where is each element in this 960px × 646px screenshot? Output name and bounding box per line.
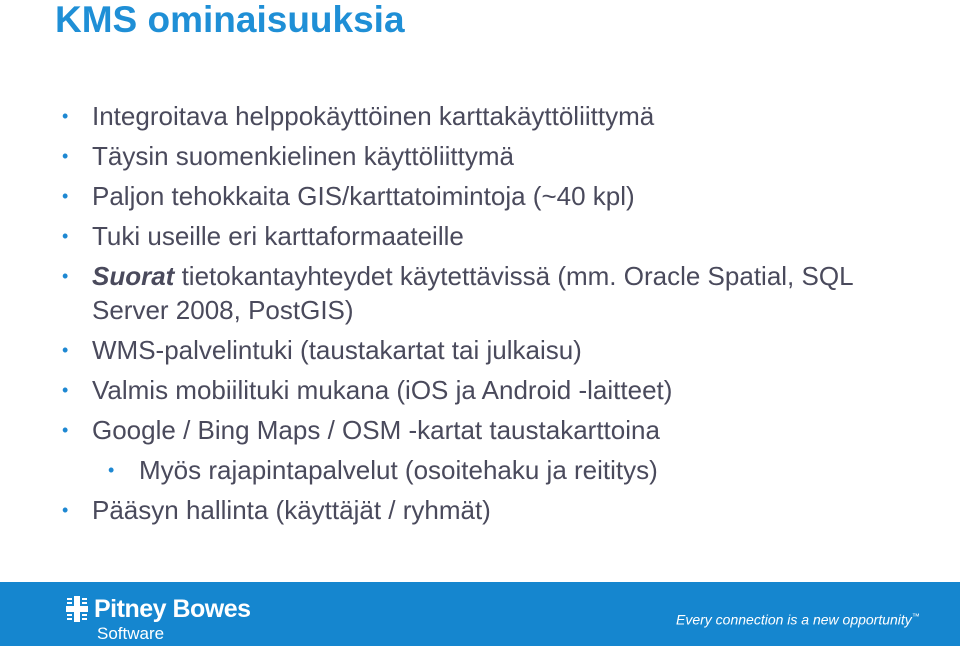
bullet-text: Paljon tehokkaita GIS/karttatoimintoja (~40 kpl) (92, 181, 635, 211)
bullet-item (0, 96, 960, 136)
bullet-dot-icon: • (62, 420, 69, 440)
brand-name: Pitney Bowes (94, 595, 251, 623)
bullet-text: Täysin suomenkielinen käyttöliittymä (92, 141, 514, 171)
bullet-dot-icon: • (62, 186, 69, 206)
trademark-symbol: ™ (911, 612, 920, 621)
bullet-dot-icon: • (62, 500, 69, 520)
bullet-text: Tuki useille eri karttaformaateille (92, 221, 464, 251)
bullet-item (0, 256, 960, 330)
bullet-text: Myös rajapintapalvelut (osoitehaku ja reititys) (139, 455, 658, 485)
bullet-text: tietokantayhteydet käytettävissä (mm. Oracle Spatial, SQL Server 2008, PostGIS) (92, 261, 853, 325)
bullet-text: WMS-palvelintuki (taustakartat tai julkaisu) (92, 335, 582, 365)
bullet-emphasis: Suorat (92, 261, 175, 291)
bullet-item (0, 370, 960, 410)
bullet-item (0, 410, 960, 450)
bullet-text: Valmis mobiilituki mukana (iOS ja Android -laitteet) (92, 375, 673, 405)
slide-title: KMS ominaisuuksia (55, 0, 405, 40)
bullet-item (0, 176, 960, 216)
bullet-item (0, 490, 960, 530)
tagline-text: Every connection is a new opportunity (676, 611, 912, 628)
bullet-text: Integroitava helppokäyttöinen karttakäyttöliittymä (92, 101, 655, 131)
bullet-dot-icon: • (108, 460, 115, 480)
bullet-text: Pääsyn hallinta (käyttäjät / ryhmät) (92, 495, 491, 525)
bullet-item (0, 136, 960, 176)
pitney-bowes-logo-icon (66, 596, 88, 622)
bullet-dot-icon: • (62, 340, 69, 360)
bullet-dot-icon: • (62, 146, 69, 166)
bullet-dot-icon: • (62, 266, 69, 286)
bullet-dot-icon: • (62, 380, 69, 400)
brand-subtitle: Software (97, 624, 165, 643)
footer-bar (0, 582, 960, 646)
sub-bullet-item (0, 450, 960, 490)
footer-tagline (676, 608, 920, 629)
bullet-dot-icon: • (62, 226, 69, 246)
bullet-text: Google / Bing Maps / OSM -kartat taustakarttoina (92, 415, 660, 445)
bullet-item (0, 330, 960, 370)
bullet-list (0, 96, 960, 530)
bullet-dot-icon: • (62, 106, 69, 126)
bullet-item (0, 216, 960, 256)
